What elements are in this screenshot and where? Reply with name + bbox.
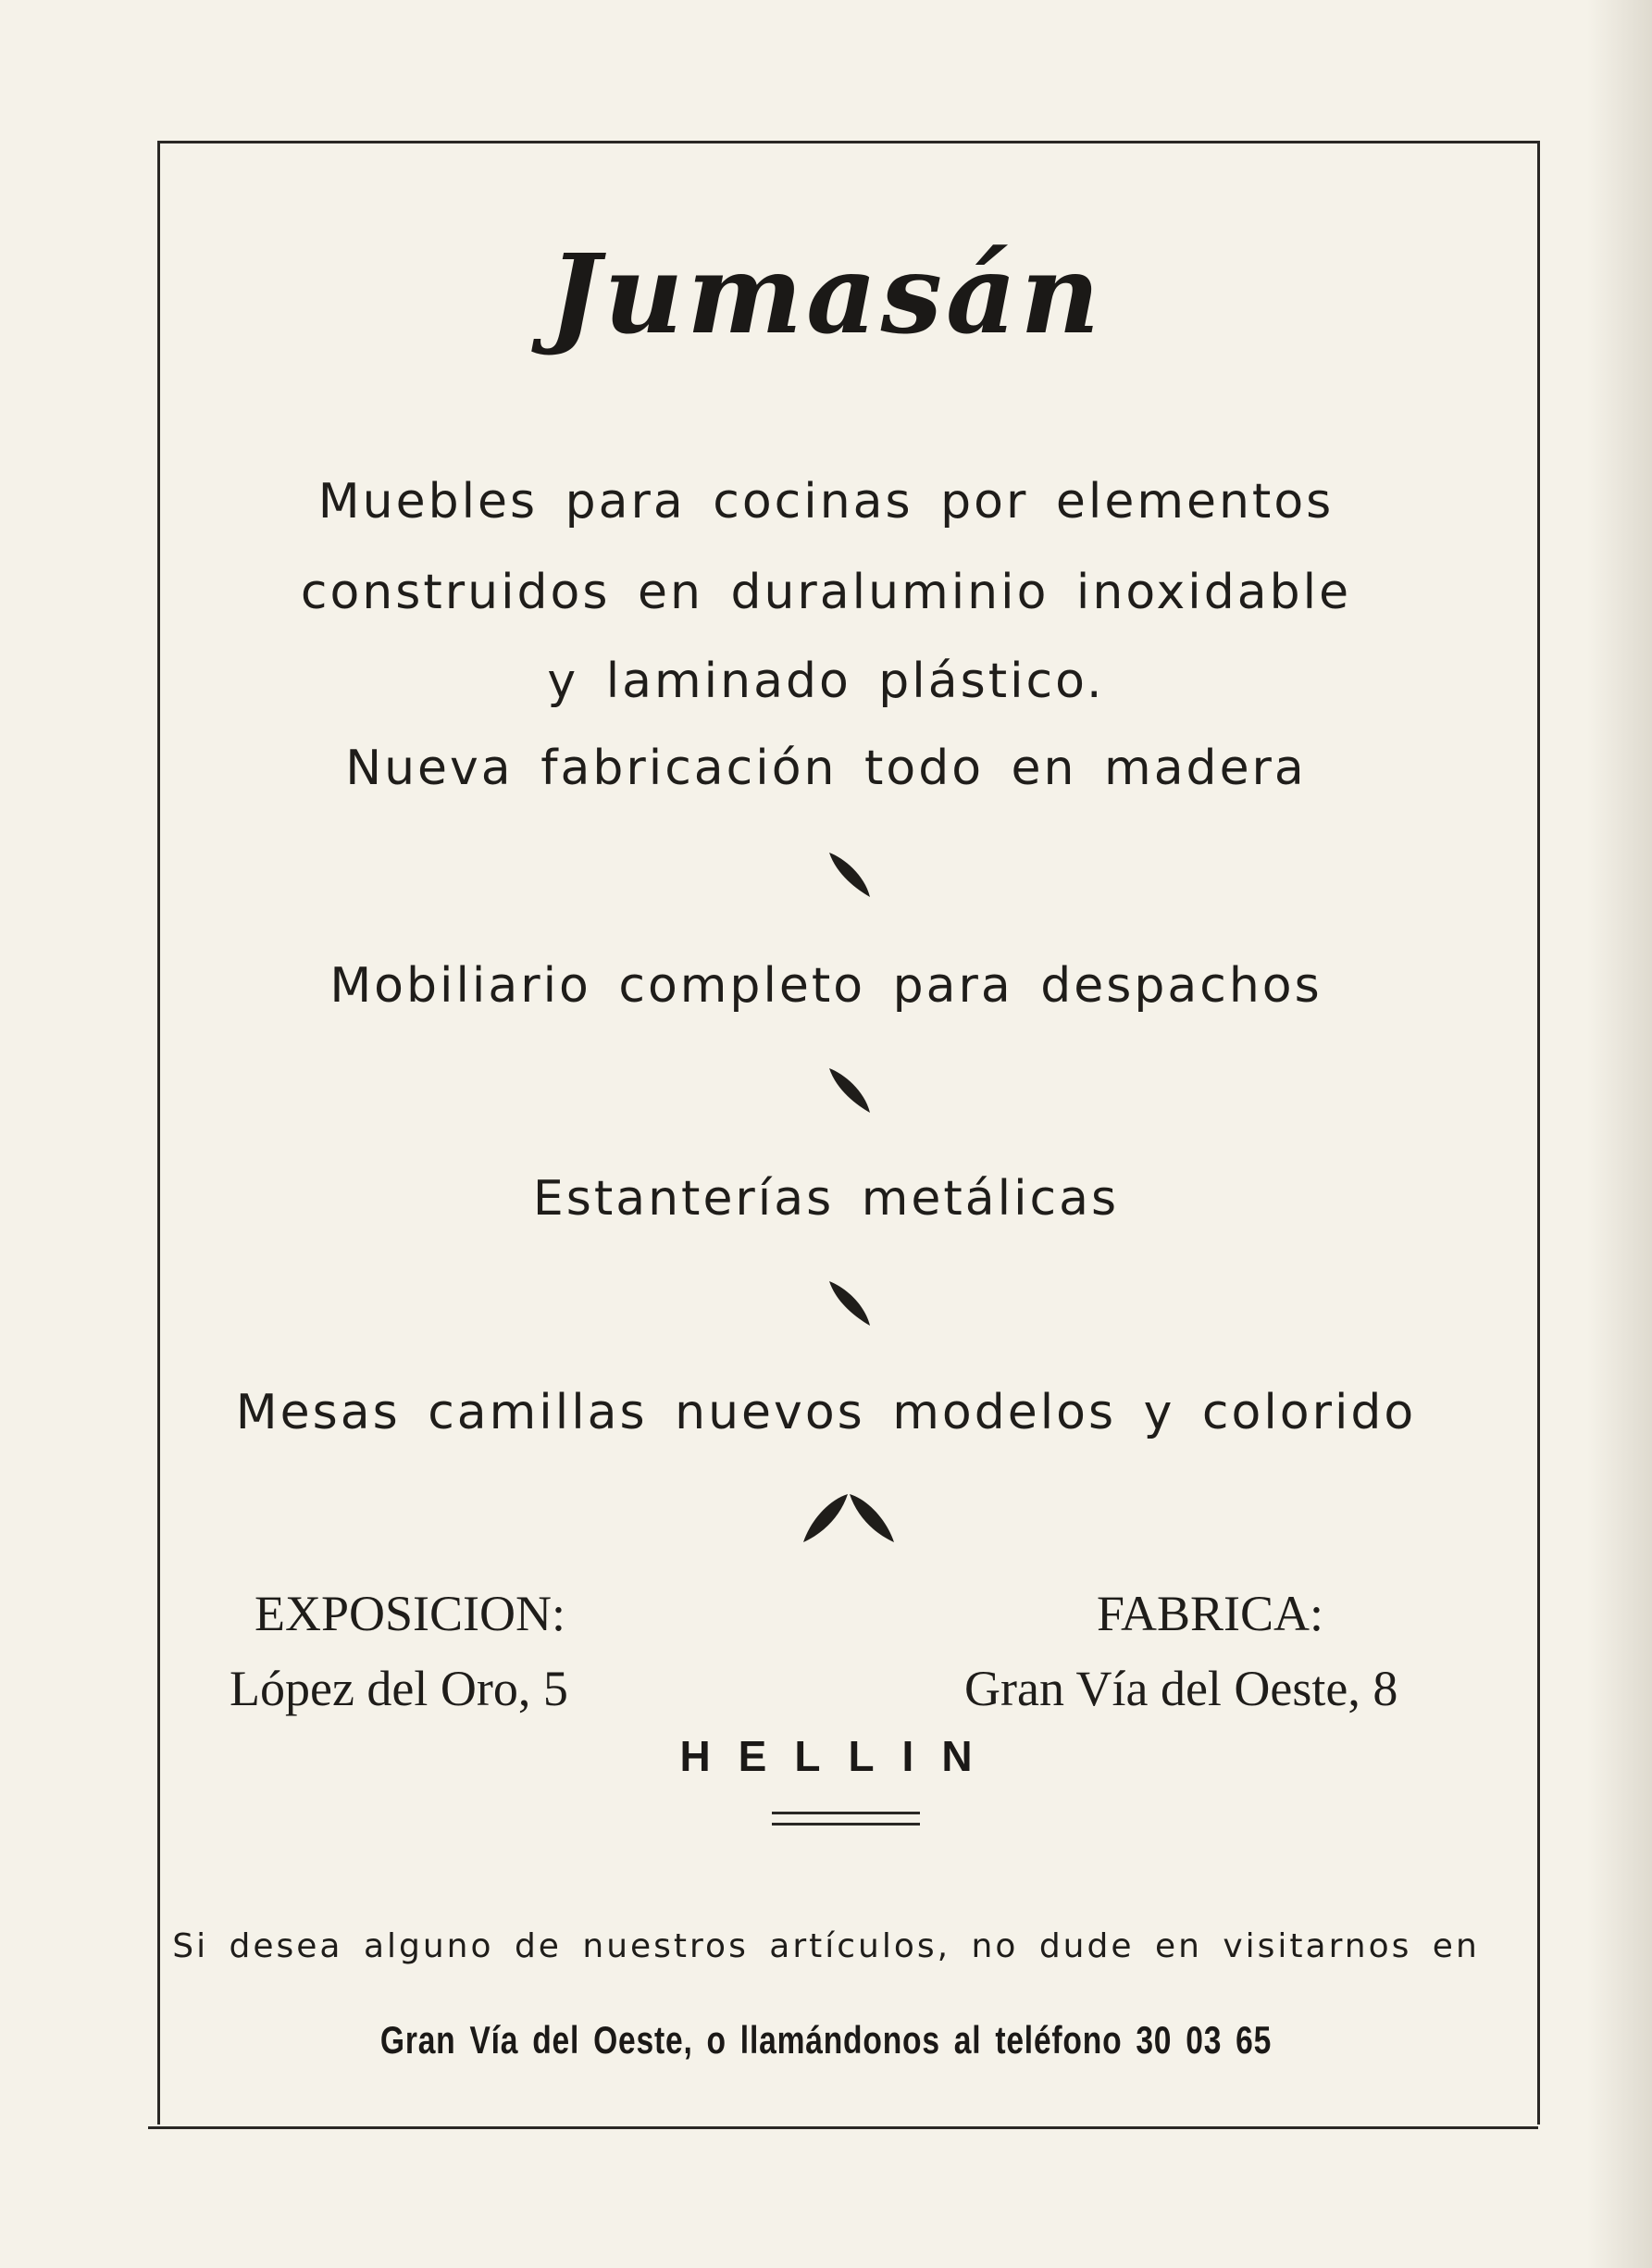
ad-bottom-rule — [148, 2126, 1538, 2129]
line-wood-production: Nueva fabricación todo en madera — [345, 741, 1307, 796]
leaf-divider-icon — [824, 847, 879, 903]
line-duraluminium: construidos en duraluminio inoxidable — [300, 565, 1352, 620]
leaf-divider-icon — [824, 1063, 879, 1118]
contact-phone-line: Gran Vía del Oeste, o llamándonos al teléfono 30 03 65 — [379, 2018, 1273, 2062]
double-leaf-ornament-icon — [798, 1489, 900, 1546]
double-rule-bottom — [772, 1823, 920, 1826]
line-tables: Mesas camillas nuevos modelos y colorido — [235, 1385, 1417, 1440]
line-office-furniture: Mobiliario completo para despachos — [329, 958, 1323, 1014]
city-name: HELLIN — [679, 1732, 1000, 1780]
fabrica-heading: FABRICA: — [1097, 1586, 1324, 1641]
exposicion-address: López del Oro, 5 — [230, 1661, 568, 1716]
double-rule-top — [772, 1812, 920, 1814]
visit-invitation: Si desea alguno de nuestros artículos, no dude en visitarnos en — [172, 1927, 1480, 1965]
line-laminate: y laminado plástico. — [547, 654, 1105, 709]
brand-logo-title: Jumasán — [548, 230, 1104, 358]
ad-border-frame — [157, 141, 1540, 2125]
line-kitchen-furniture: Muebles para cocinas por elementos — [317, 474, 1335, 530]
line-metal-shelving: Estanterías metálicas — [532, 1171, 1120, 1227]
leaf-divider-icon — [824, 1276, 879, 1331]
fabrica-address: Gran Vía del Oeste, 8 — [964, 1661, 1398, 1716]
exposicion-heading: EXPOSICION: — [255, 1586, 566, 1641]
